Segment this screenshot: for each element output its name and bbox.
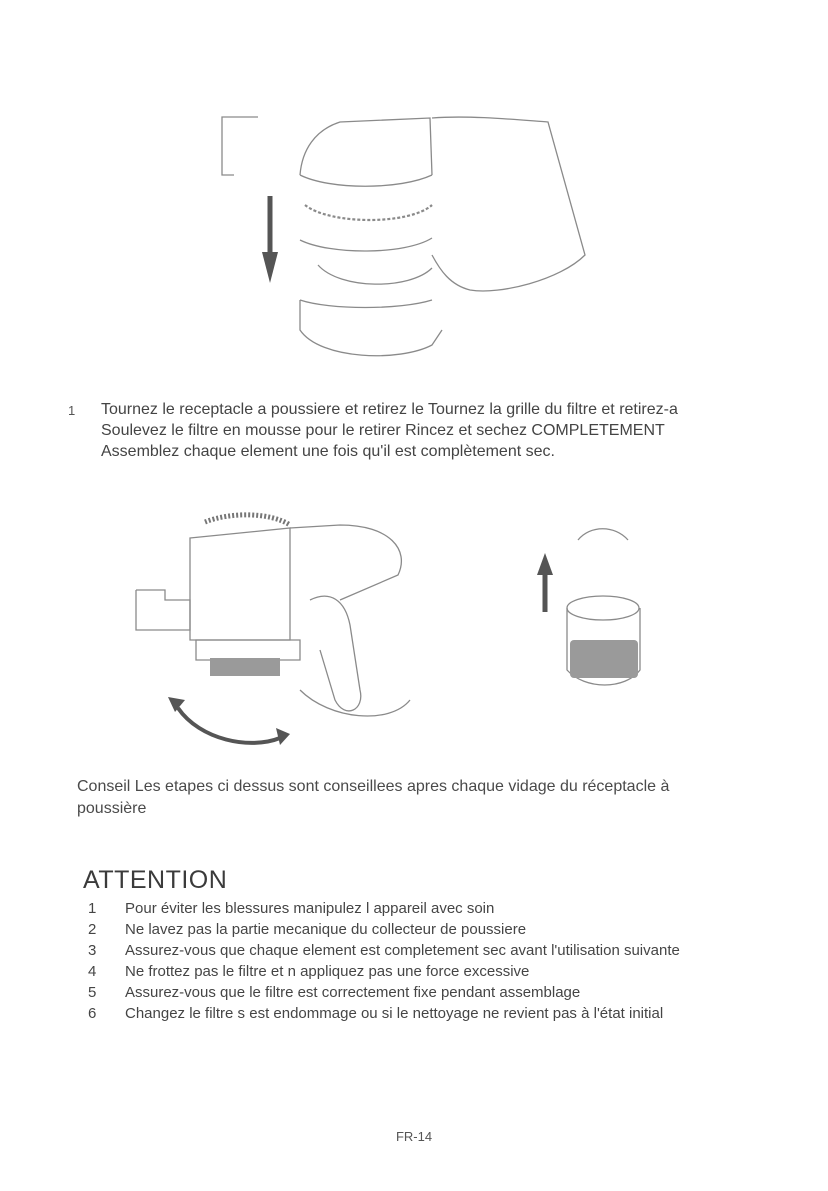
item-number: 1: [88, 900, 97, 917]
step-number: 1: [68, 403, 76, 418]
attention-title: ATTENTION: [83, 866, 228, 894]
list-item: [84, 961, 744, 982]
page-number: FR-14: [395, 1129, 433, 1144]
list-item: [84, 982, 744, 1003]
item-number: 6: [88, 1005, 97, 1022]
item-number: 3: [88, 942, 97, 959]
list-item: [84, 919, 744, 940]
item-text: Changez le filtre s est endommage ou si le nettoyage ne revient pas à l'état initial: [125, 1005, 664, 1022]
item-text: Ne lavez pas la partie mecanique du collecteur de poussiere: [125, 921, 527, 938]
list-item: [84, 1003, 744, 1024]
item-number: 4: [88, 963, 97, 980]
item-text: Pour éviter les blessures manipulez l appareil avec soin: [125, 900, 495, 917]
attention-list: [84, 898, 744, 1024]
item-text: Assurez-vous que le filtre est correctement fixe pendant assemblage: [125, 984, 581, 1001]
list-item: [84, 898, 744, 919]
list-item: [84, 940, 744, 961]
item-number: 2: [88, 921, 97, 938]
up-arrow-icon: [537, 553, 553, 612]
step-instruction: Tournez le receptacle a poussiere et retirez le Tournez la grille du filtre et retirez-a Soulevez le filtre en mousse pour le retirer Rincez et sechez COMPLETEMENT Assemblez chaque element une fois qu'il est complètement sec.: [101, 401, 678, 460]
item-text: Assurez-vous que chaque element est completement sec avant l'utilisation suivante: [125, 942, 680, 959]
item-text: Ne frottez pas le filtre et n appliquez pas une force excessive: [125, 963, 530, 980]
item-number: 5: [88, 984, 97, 1001]
tip-paragraph: Conseil Les etapes ci dessus sont conseillees apres chaque vidage du réceptacle à poussière: [77, 778, 670, 817]
